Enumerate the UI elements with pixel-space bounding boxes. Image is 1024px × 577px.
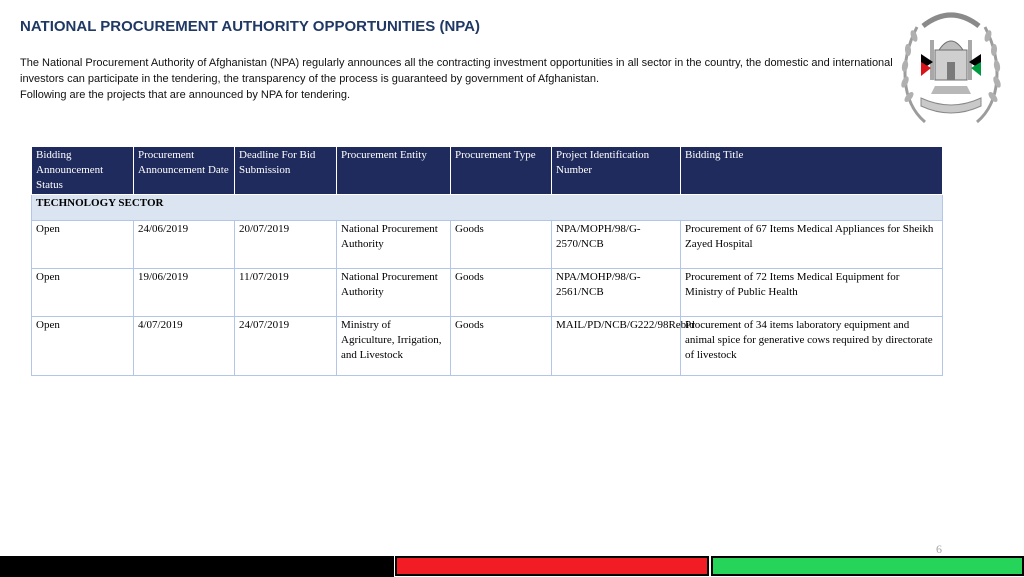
cell-status: Open: [32, 269, 134, 317]
cell-type: Goods: [451, 221, 552, 269]
cell-type: Goods: [451, 317, 552, 376]
cell-announcement-date: 19/06/2019: [134, 269, 235, 317]
cell-status: Open: [32, 221, 134, 269]
header-announcement-date: Procurement Announcement Date: [134, 147, 235, 195]
cell-announcement-date: 4/07/2019: [134, 317, 235, 376]
cell-project-id: MAIL/PD/NCB/G222/98Rebid: [552, 317, 681, 376]
cell-status: Open: [32, 317, 134, 376]
cell-entity: National Procurement Authority: [337, 221, 451, 269]
header-project-id: Project Identification Number: [552, 147, 681, 195]
intro-line-2: investors can participate in the tendering, the transparency of the process is guaranteed by government of Afghanistan.: [20, 73, 600, 85]
intro-line-3: Following are the projects that are announced by NPA for tendering.: [20, 89, 350, 101]
cell-type: Goods: [451, 269, 552, 317]
header-deadline: Deadline For Bid Submission: [235, 147, 337, 195]
header-bidding-status: Bidding Announcement Status: [32, 147, 134, 195]
footer-bar-red: [395, 556, 709, 576]
table-row: [32, 269, 943, 317]
cell-project-id: NPA/MOHP/98/G-2561/NCB: [552, 269, 681, 317]
cell-announcement-date: 24/06/2019: [134, 221, 235, 269]
footer-bar-green: [711, 556, 1024, 576]
cell-deadline: 11/07/2019: [235, 269, 337, 317]
sector-row: [32, 195, 943, 221]
cell-entity: Ministry of Agriculture, Irrigation, and Livestock: [337, 317, 451, 376]
opportunities-table: [31, 146, 943, 376]
page-title: NATIONAL PROCUREMENT AUTHORITY OPPORTUNITIES (NPA): [20, 18, 481, 35]
footer-bar-black: [0, 556, 394, 577]
cell-project-id: NPA/MOPH/98/G-2570/NCB: [552, 221, 681, 269]
header-procurement-type: Procurement Type: [451, 147, 552, 195]
cell-deadline: 20/07/2019: [235, 221, 337, 269]
header-procurement-entity: Procurement Entity: [337, 147, 451, 195]
cell-entity: National Procurement Authority: [337, 269, 451, 317]
cell-bidding-title: Procurement of 34 items laboratory equipment and animal spice for generative cows required by directorate of livestock: [681, 317, 943, 376]
afghanistan-emblem-icon: [895, 2, 1007, 132]
table-row: [32, 317, 943, 376]
cell-bidding-title: Procurement of 72 Items Medical Equipment for Ministry of Public Health: [681, 269, 943, 317]
cell-deadline: 24/07/2019: [235, 317, 337, 376]
sector-label: TECHNOLOGY SECTOR: [32, 195, 943, 221]
header-bidding-title: Bidding Title: [681, 147, 943, 195]
cell-bidding-title: Procurement of 67 Items Medical Appliances for Sheikh Zayed Hospital: [681, 221, 943, 269]
table-header-row: [32, 147, 943, 195]
intro-line-1: The National Procurement Authority of Afghanistan (NPA) regularly announces all the contracting investment opportunities in all sector in the country, the domestic and international: [20, 57, 893, 69]
intro-text: [20, 55, 980, 103]
table-row: [32, 221, 943, 269]
page-number: 6: [936, 542, 942, 556]
